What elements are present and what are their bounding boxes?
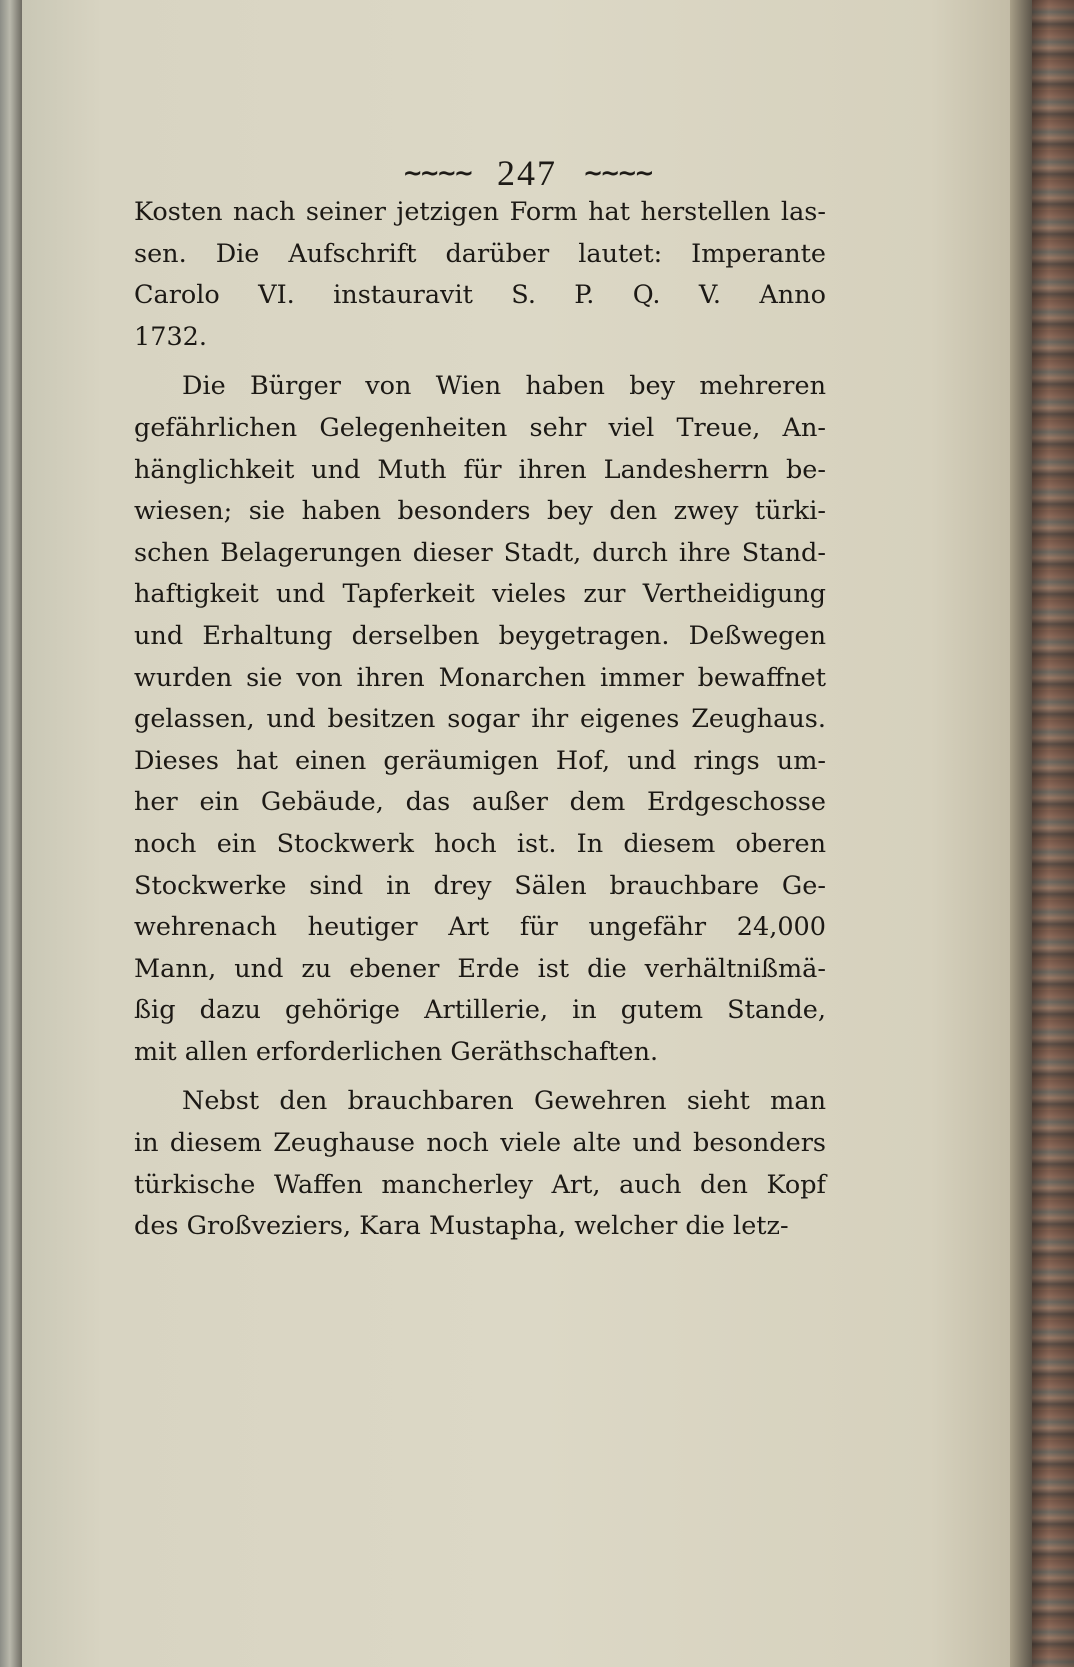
- body-text: [134, 192, 826, 1248]
- text-line: Kosten nach seiner jetzigen Form hat herstellen las-: [134, 197, 826, 227]
- text-line: gefährlichen Gelegenheiten sehr viel Treue, An-: [134, 412, 826, 443]
- ornament-right: ~~~~: [583, 159, 652, 187]
- text-line: in diesem Zeughause noch viele alte und besonders: [134, 1128, 826, 1159]
- page-number: 247: [497, 153, 557, 193]
- running-header: [22, 148, 1032, 198]
- text-line: wehrenach heutiger Art für ungefähr 24,000: [134, 912, 826, 943]
- text-line: Nebst den brauchbaren Gewehren sieht man: [182, 1086, 826, 1117]
- ornament-left: ~~~~: [402, 159, 471, 187]
- text-line: haftigkeit und Tapferkeit vieles zur Vertheidigung: [134, 579, 826, 610]
- text-line: des Großveziers, Kara Mustapha, welcher die letz-: [134, 1211, 789, 1242]
- text-line: wiesen; sie haben besonders bey den zwey türki-: [134, 496, 826, 527]
- paragraph: [134, 1081, 826, 1247]
- paragraph-gap: [134, 1073, 826, 1081]
- text-line: türkische Waffen mancherley Art, auch den Kopf: [134, 1169, 826, 1200]
- text-line: sen. Die Aufschrift darüber lautet: Imperante: [134, 238, 826, 269]
- text-line: Die Bürger von Wien haben bey mehreren: [182, 371, 826, 402]
- text-line: wurden sie von ihren Monarchen immer bewaffnet: [134, 662, 826, 693]
- text-line: und Erhaltung derselben beygetragen. Deßwegen: [134, 620, 826, 651]
- page: [22, 0, 1032, 1667]
- text-line: gelassen, und besitzen sogar ihr eigenes Zeughaus.: [134, 704, 826, 735]
- text-line: Stockwerke sind in drey Sälen brauchbare Ge-: [134, 870, 826, 901]
- text-line: 1732.: [134, 321, 208, 352]
- text-line: mit allen erforderlichen Geräthschaften.: [134, 1036, 659, 1067]
- paragraph: [134, 192, 826, 358]
- paragraph-gap: [134, 358, 826, 366]
- binding-edge: [0, 0, 22, 1667]
- text-line: her ein Gebäude, das außer dem Erdgeschosse: [134, 787, 826, 818]
- text-line: ßig dazu gehörige Artillerie, in gutem Stande,: [134, 995, 826, 1026]
- paragraph: [134, 366, 826, 1073]
- fore-edge: [1032, 0, 1074, 1667]
- text-line: schen Belagerungen dieser Stadt, durch ihre Stand-: [134, 537, 826, 568]
- text-line: noch ein Stockwerk hoch ist. In diesem oberen: [134, 828, 826, 859]
- text-line: Dieses hat einen geräumigen Hof, und rings um-: [134, 745, 826, 776]
- text-line: Mann, und zu ebener Erde ist die verhältnißmä-: [134, 953, 826, 984]
- text-line: Carolo VI. instauravit S. P. Q. V. Anno: [134, 280, 826, 311]
- page-shadow: [1010, 0, 1032, 1667]
- text-line: hänglichkeit und Muth für ihren Landesherrn be-: [134, 454, 826, 485]
